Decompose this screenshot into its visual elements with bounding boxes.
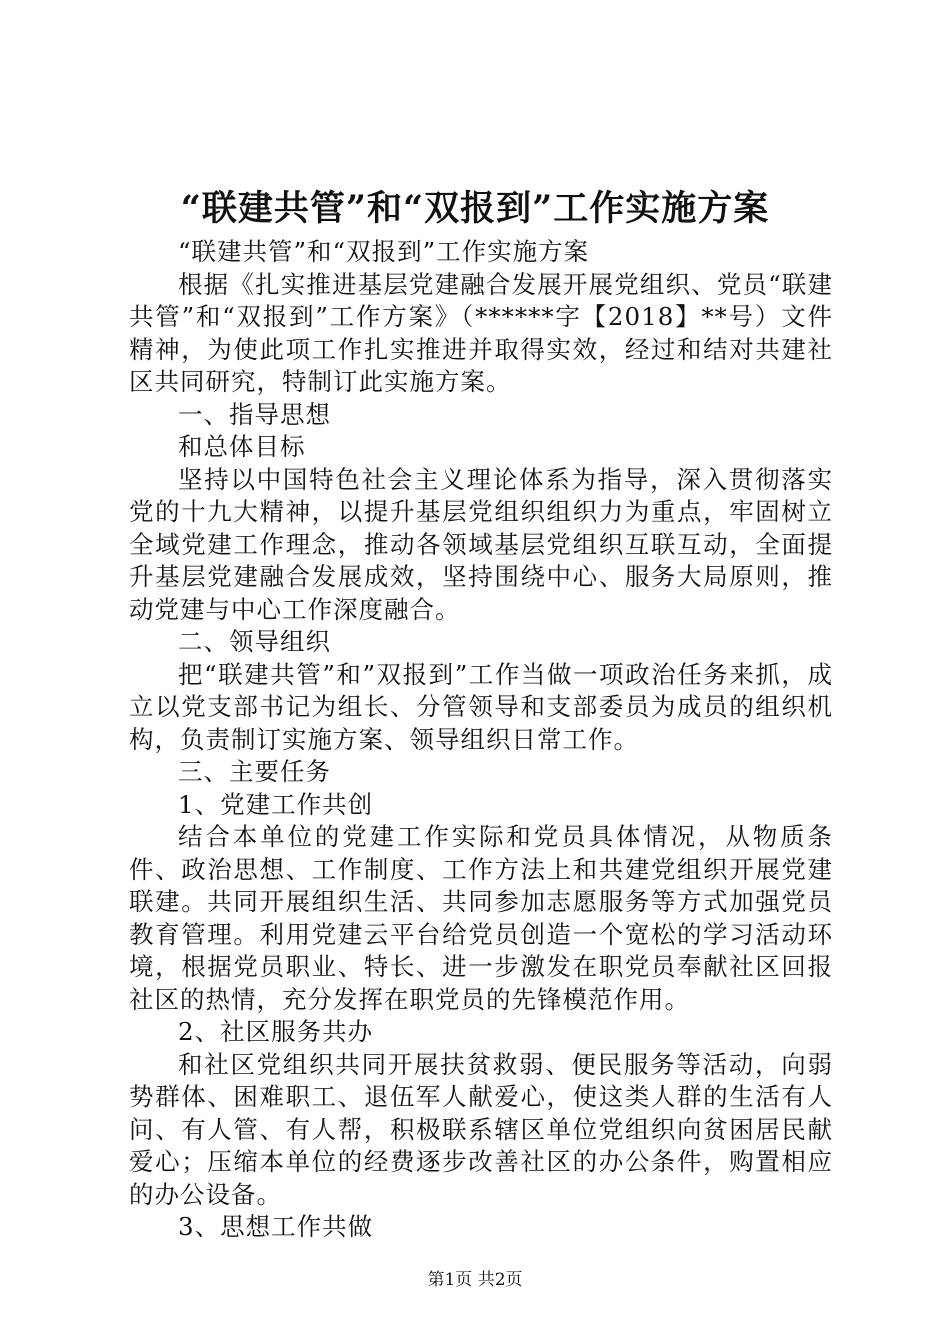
- section-2-paragraph: 把“联建共管”和”双报到”工作当做一项政治任务来抓，成立以党支部书记为组长、分管领导和支部委员为成员的组织机构，负责制订实施方案、领导组织日常工作。: [129, 659, 833, 754]
- intro-paragraph: 根据《扎实推进基层党建融合发展开展党组织、党员“联建共管”和“双报到”工作方案》（******字【2018】**号）文件精神，为使此项工作扎实推进并取得实效，经过和结对共建社区共同研究，特制订此实施方案。: [129, 269, 833, 396]
- section-heading-3: 三、主要任务: [178, 757, 331, 786]
- subsection-heading-1: 1、党建工作共创: [178, 789, 374, 819]
- subsection-heading-2: 2、社区服务共办: [178, 1017, 374, 1046]
- section-heading-1-cont: 和总体目标: [178, 432, 306, 461]
- document-title: “联建共管”和“双报到”工作实施方案: [180, 188, 770, 229]
- section-heading-1: 一、指导思想: [178, 399, 331, 429]
- document-body: [129, 236, 833, 1244]
- subtitle-paragraph: “联建共管”和“双报到”工作实施方案: [178, 237, 590, 266]
- subsection-2-paragraph: 和社区党组织共同开展扶贫救弱、便民服务等活动，向弱势群体、困难职工、退伍军人献爱心，使这类人群的生活有人问、有人管、有人帮，积极联系辖区单位党组织向贫困居民献爱心；压缩本单位的经费逐步改善社区的办公条件，购置相应的办公设备。: [129, 1049, 833, 1209]
- section-1-paragraph: 坚持以中国特色社会主义理论体系为指导，深入贯彻落实党的十九大精神，以提升基层党组织组织力为重点，牢固树立全域党建工作理念，推动各领域基层党组织互联互动，全面提升基层党建融合发展成效，坚持围绕中心、服务大局原则，推动党建与中心工作深度融合。: [129, 464, 833, 624]
- subsection-heading-3: 3、思想工作共做: [178, 1212, 374, 1241]
- subsection-1-paragraph: 结合本单位的党建工作实际和党员具体情况，从物质条件、政治思想、工作制度、工作方法上和共建党组织开展党建联建。共同开展组织生活、共同参加志愿服务等方式加强党员教育管理。利用党建云平台给党员创造一个宽松的学习活动环境，根据党员职业、特长、进一步激发在职党员奉献社区回报社区的热情，充分发挥在职党员的先锋模范作用。: [129, 822, 833, 1014]
- page-footer: 第1页 共2页: [427, 1270, 523, 1290]
- section-heading-2: 二、领导组织: [178, 627, 331, 656]
